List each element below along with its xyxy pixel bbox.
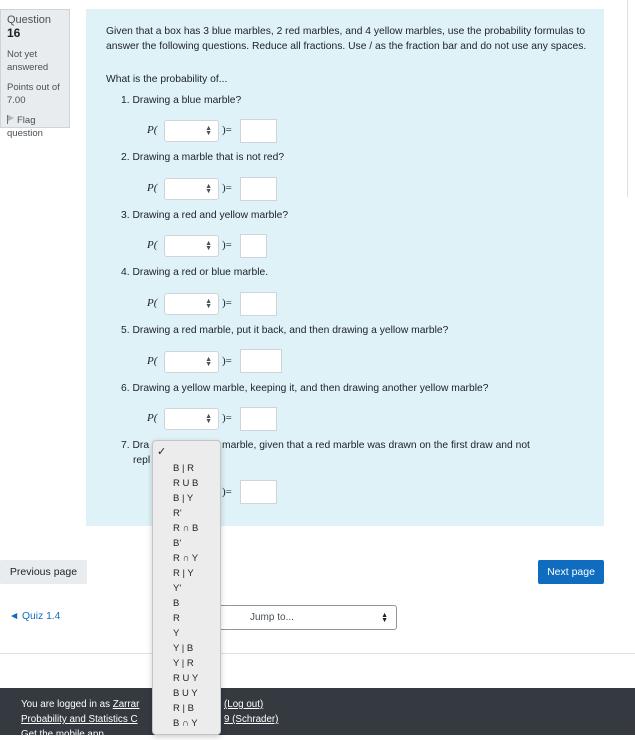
question-points: Points out of 7.00 <box>7 82 60 106</box>
event-select[interactable] <box>164 235 219 257</box>
dropdown-option[interactable]: R | Y <box>173 568 194 579</box>
course-link-end[interactable]: 9 (Schrader) <box>224 714 279 725</box>
dropdown-option[interactable]: Y | B <box>173 643 194 654</box>
page-scrollbar[interactable] <box>627 0 635 197</box>
equals-label: )= <box>222 486 232 498</box>
equals-label: )= <box>222 239 232 251</box>
dropdown-option[interactable]: B ∩ Y <box>173 718 198 729</box>
divider <box>0 653 635 654</box>
dropdown-option[interactable]: Y | R <box>173 658 194 669</box>
item-7-text-wrap: repl <box>133 455 151 466</box>
event-select[interactable] <box>164 178 219 200</box>
p-label: P( <box>147 182 158 194</box>
dropdown-option[interactable]: Y <box>173 628 180 639</box>
select-arrows-icon: ▲ ▼ <box>205 240 212 252</box>
answer-input[interactable] <box>240 480 277 504</box>
event-select[interactable] <box>164 293 219 315</box>
item-1-text: 1. Drawing a blue marble? <box>121 95 242 106</box>
item-4-text: 4. Drawing a red or blue marble. <box>121 267 269 278</box>
dropdown-option[interactable]: R <box>173 613 180 624</box>
event-select[interactable] <box>164 120 219 142</box>
dropdown-option[interactable]: R U Y <box>173 673 199 684</box>
equals-label: )= <box>222 412 232 424</box>
question-status: Not yet answered <box>7 49 49 73</box>
event-select[interactable] <box>164 351 219 373</box>
dropdown-option[interactable]: B U Y <box>173 688 198 699</box>
p-label: P( <box>147 297 158 309</box>
item-2-text: 2. Drawing a marble that is not red? <box>121 152 285 163</box>
answer-input[interactable] <box>240 407 277 431</box>
select-arrows-icon: ▲ ▼ <box>205 356 212 368</box>
mobile-app-link[interactable]: Get the mobile app <box>21 729 104 740</box>
answer-input[interactable] <box>240 234 267 258</box>
equals-label: )= <box>222 124 232 136</box>
dropdown-option[interactable]: R ∩ B <box>173 523 199 534</box>
question-number: Question 16 <box>7 14 52 40</box>
p-label: P( <box>147 412 158 424</box>
dropdown-option[interactable]: B' <box>173 538 182 549</box>
user-link[interactable]: Zarrar <box>112 699 140 710</box>
item-6-text: 6. Drawing a yellow marble, keeping it, and then drawing another yellow marble? <box>121 383 489 394</box>
equals-label: )= <box>222 355 232 367</box>
dropdown-option[interactable]: Y' <box>173 583 182 594</box>
item-7-text-start: 7. Dra <box>121 440 150 451</box>
item-5-text: 5. Drawing a red marble, put it back, and then drawing a yellow marble? <box>121 325 449 336</box>
answer-input[interactable] <box>240 292 277 316</box>
dropdown-option[interactable]: B <box>173 598 180 609</box>
answer-input[interactable] <box>240 119 277 143</box>
flag-icon <box>7 115 15 124</box>
dropdown-option[interactable]: R U B <box>173 478 199 489</box>
previous-page-button[interactable]: Previous page <box>0 560 87 584</box>
checkmark-icon: ✓ <box>157 446 167 458</box>
question-lead: What is the probability of... <box>106 74 228 85</box>
p-label: P( <box>147 355 158 367</box>
answer-input[interactable] <box>240 177 277 201</box>
page-footer <box>0 688 635 740</box>
dropdown-option[interactable]: B | R <box>173 463 194 474</box>
select-arrows-icon: ▲ ▼ <box>381 612 388 624</box>
next-page-button[interactable]: Next page <box>538 560 604 584</box>
course-link[interactable]: Probability and Statistics C <box>21 714 138 725</box>
logged-in-text: You are logged in as Zarrar <box>21 699 140 710</box>
event-dropdown-list[interactable] <box>152 440 221 735</box>
jump-to-select[interactable] <box>206 605 397 630</box>
event-select[interactable] <box>164 408 219 430</box>
select-arrows-icon: ▲ ▼ <box>205 413 212 425</box>
dropdown-option[interactable]: R | B <box>173 703 194 714</box>
item-3-text: 3. Drawing a red and yellow marble? <box>121 210 289 221</box>
dropdown-option[interactable]: B | Y <box>173 493 194 504</box>
question-prompt: Given that a box has 3 blue marbles, 2 red marbles, and 4 yellow marbles, use the probability formulas to answer the following questions. Reduce all fractions. Use / as the fraction bar and do not use any spaces. <box>106 26 587 53</box>
select-arrows-icon: ▲ ▼ <box>205 183 212 195</box>
equals-label: )= <box>222 297 232 309</box>
logout-link[interactable]: (Log out) <box>224 699 264 710</box>
dropdown-option[interactable]: R' <box>173 508 182 519</box>
quiz-link[interactable]: ◄ Quiz 1.4 <box>9 611 61 622</box>
p-label: P( <box>147 124 158 136</box>
flag-question[interactable]: Flag question <box>7 115 43 139</box>
select-arrows-icon: ▲ ▼ <box>205 125 212 137</box>
question-info <box>0 9 70 139</box>
item-7-text-end: marble, given that a red marble was drawn on the first draw and not <box>222 440 530 451</box>
equals-label: )= <box>222 182 232 194</box>
jump-to-label: Jump to... <box>250 612 294 623</box>
answer-input[interactable] <box>240 349 282 373</box>
select-arrows-icon: ▲ ▼ <box>205 298 212 310</box>
p-label: P( <box>147 239 158 251</box>
dropdown-option[interactable]: R ∩ Y <box>173 553 199 564</box>
